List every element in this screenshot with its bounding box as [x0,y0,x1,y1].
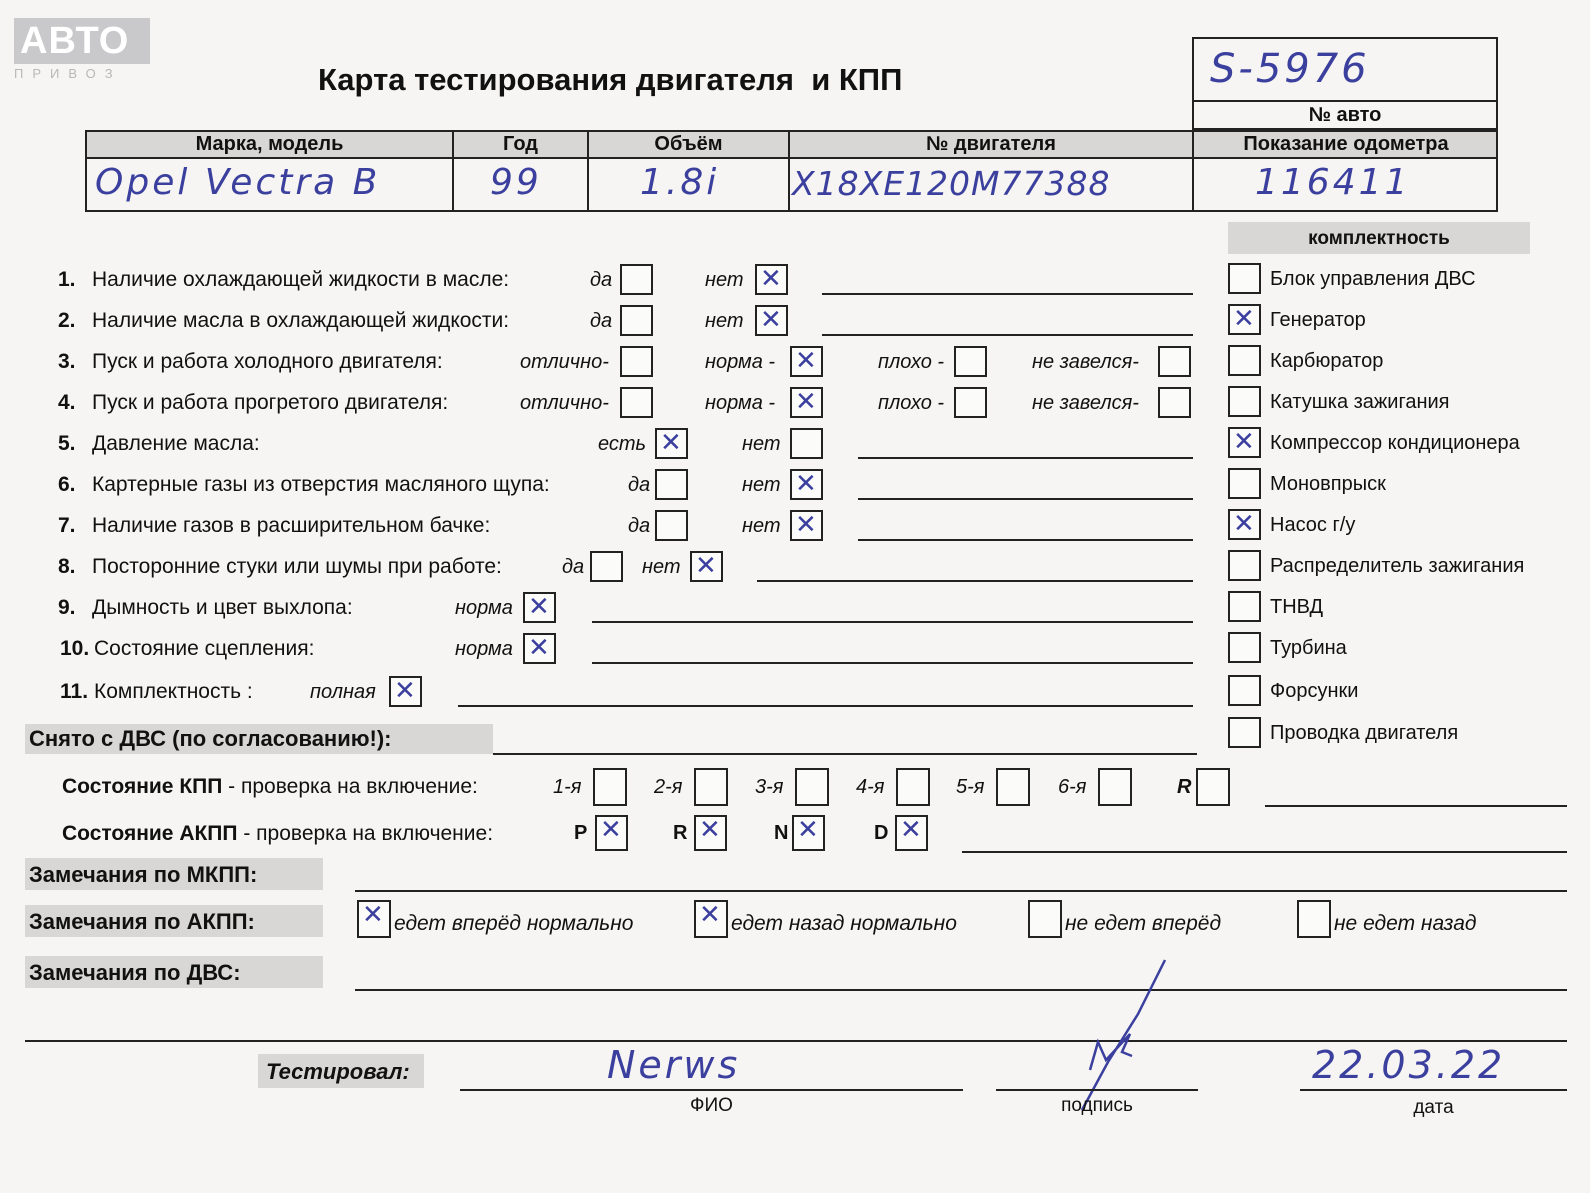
gear-checkbox[interactable] [795,768,829,806]
fio-value: Nerws [607,1043,741,1087]
option-label: да [590,269,613,291]
kit-checkbox[interactable] [1228,386,1261,417]
logo-sub: ПРИВОЗ [14,66,122,81]
option-label: не завелся- [1032,351,1139,373]
odometer-value: 116411 [1255,162,1411,203]
volume-value: 1.8i [640,162,720,203]
remarks-akpp-label: Замечания по АКПП: [29,909,255,934]
sign-label: подпись [1061,1095,1133,1116]
kit-item-label: Проводка двигателя [1270,722,1459,744]
question-number: 2. [58,309,76,332]
option-label: нет [742,474,781,496]
kit-item-label: Компрессор кондиционера [1270,432,1520,454]
question-text: Комплектность : [94,680,253,703]
option-checkbox[interactable] [690,551,723,582]
kit-item-label: Карбюратор [1270,350,1384,372]
gear-label: 4-я [856,776,885,798]
kit-item-label: Моновпрыск [1270,473,1386,495]
option-label: нет [705,269,744,291]
page-title: Карта тестирования двигателя и КПП [318,62,903,97]
remarks-mkpp-label: Замечания по МКПП: [29,862,258,887]
date-label: дата [1413,1097,1454,1118]
akpp-line [962,851,1567,853]
option-label: нет [742,433,781,455]
kit-checkbox[interactable] [1228,509,1261,540]
option-label: да [628,474,651,496]
option-label: плохо - [878,392,945,414]
auto-number-label: № авто [1308,104,1382,126]
remark-checkbox[interactable] [694,900,728,938]
option-label: норма - [705,351,776,373]
option-label: полная [310,681,376,703]
mode-label: P [574,822,588,844]
answer-line [757,580,1193,582]
answer-line [592,662,1193,664]
option-checkbox[interactable] [590,551,623,582]
remark-option-label: едет вперёд нормально [394,912,634,935]
remark-checkbox[interactable] [1297,900,1331,938]
kit-checkbox[interactable] [1228,591,1261,622]
option-checkbox[interactable] [655,510,688,541]
brand-label: Марка, модель [195,133,344,155]
gear-checkbox[interactable] [593,768,627,806]
question-number: 3. [58,350,76,373]
kit-checkbox[interactable] [1228,427,1261,458]
akpp-label: Состояние АКПП - проверка на включение: [62,822,494,845]
mode-checkbox[interactable] [595,815,628,851]
kit-checkbox[interactable] [1228,345,1261,376]
gear-label: R [1177,776,1192,798]
option-label: плохо - [878,351,945,373]
option-checkbox[interactable] [655,428,688,459]
question-number: 5. [58,432,76,455]
option-checkbox[interactable] [620,305,653,336]
option-checkbox[interactable] [790,469,823,500]
answer-line [458,705,1193,707]
option-label: да [562,556,585,578]
option-checkbox[interactable] [755,305,788,336]
remarks-mkpp-line [355,890,1567,892]
remarks-dvs-label: Замечания по ДВС: [29,960,241,985]
question-number: 9. [58,596,76,619]
kit-item-label: ТНВД [1270,596,1324,618]
option-checkbox[interactable] [790,510,823,541]
kit-title: комплектность [1308,228,1450,249]
answer-line [858,539,1193,541]
kit-checkbox[interactable] [1228,468,1261,499]
year-value: 99 [490,162,542,203]
gear-label: 3-я [755,776,784,798]
gear-label: 1-я [553,776,582,798]
kit-item-label: Турбина [1270,637,1347,659]
question-number: 6. [58,473,76,496]
option-checkbox[interactable] [1158,346,1191,377]
kit-item-label: Распределитель зажигания [1270,555,1525,577]
option-checkbox[interactable] [1158,387,1191,418]
option-checkbox[interactable] [620,346,653,377]
kit-item-label: Генератор [1270,309,1366,331]
mode-checkbox[interactable] [895,815,928,851]
brand-value: Opel Vectra B [95,162,381,203]
mode-checkbox[interactable] [792,815,825,851]
remark-option-label: едет назад нормально [731,912,957,935]
tested-label: Тестировал: [266,1059,410,1084]
option-label: да [590,310,613,332]
question-text: Посторонние стуки или шумы при работе: [92,555,502,578]
question-number: 10. [60,637,90,660]
option-label: нет [642,556,681,578]
remark-option-label: не едет назад [1334,912,1477,935]
option-checkbox[interactable] [954,387,987,418]
gear-label: 5-я [956,776,985,798]
option-checkbox[interactable] [620,387,653,418]
mode-label: N [774,822,789,844]
auto-number-divider [1192,100,1498,102]
kit-checkbox[interactable] [1228,632,1261,663]
question-number: 8. [58,555,76,578]
volume-label: Объём [654,133,723,155]
answer-line [822,293,1193,295]
kit-checkbox[interactable] [1228,263,1261,294]
option-checkbox[interactable] [790,428,823,459]
option-label: не завелся- [1032,392,1139,414]
fio-line [460,1089,963,1091]
kit-checkbox[interactable] [1228,717,1261,748]
remark-checkbox[interactable] [357,900,391,938]
option-checkbox[interactable] [755,264,788,295]
question-text: Наличие охлаждающей жидкости в масле: [92,268,510,291]
kit-item-label: Катушка зажигания [1270,391,1450,413]
gear-checkbox[interactable] [996,768,1030,806]
logo-main: АВТО [14,18,150,64]
question-text: Наличие масла в охлаждающей жидкости: [92,309,510,332]
remark-checkbox[interactable] [1028,900,1062,938]
question-text: Состояние сцепления: [94,637,315,660]
year-label: Год [503,133,538,155]
logo [14,18,150,81]
option-checkbox[interactable] [655,469,688,500]
gear-checkbox[interactable] [1098,768,1132,806]
kit-item-label: Насос г/у [1270,514,1356,536]
option-label: норма [455,597,513,619]
gear-checkbox[interactable] [896,768,930,806]
option-label: есть [598,433,647,455]
answer-line [858,457,1193,459]
engine-value: X18XE120M77388 [792,164,1111,203]
question-text: Пуск и работа холодного двигателя: [92,350,443,373]
option-checkbox[interactable] [790,346,823,377]
question-number: 4. [58,391,76,414]
question-number: 11. [60,680,89,703]
option-checkbox[interactable] [389,676,422,707]
question-text: Дымность и цвет выхлопа: [92,596,353,619]
option-label: отлично- [520,351,609,373]
answer-line [822,334,1193,336]
header-divider [85,157,1498,159]
answer-line [592,621,1193,623]
remarks-extra-line [25,1040,1567,1042]
option-label: нет [705,310,744,332]
question-text: Пуск и работа прогретого двигателя: [92,391,449,414]
kit-checkbox[interactable] [1228,550,1261,581]
question-number: 7. [58,514,76,537]
kit-checkbox[interactable] [1228,304,1261,335]
kit-item-label: Блок управления ДВС [1270,268,1476,290]
engine-label: № двигателя [926,133,1056,155]
question-number: 1. [58,268,76,291]
kpp-line [1265,805,1567,807]
answer-line [858,498,1193,500]
option-checkbox[interactable] [523,633,556,664]
mode-checkbox[interactable] [694,815,727,851]
sign-line [996,1089,1198,1091]
option-label: отлично- [520,392,609,414]
option-checkbox[interactable] [523,592,556,623]
option-label: норма [455,638,513,660]
removed-line [493,753,1197,755]
option-checkbox[interactable] [790,387,823,418]
question-text: Картерные газы из отверстия масляного щупа: [92,473,550,496]
remark-option-label: не едет вперёд [1065,912,1222,935]
date-value: 22.03.22 [1312,1043,1506,1087]
auto-number-value: S-5976 [1210,46,1370,92]
mode-label: D [874,822,889,844]
gear-label: 2-я [654,776,683,798]
kit-item-label: Форсунки [1270,680,1359,702]
option-label: да [628,515,651,537]
mode-label: R [673,822,688,844]
odometer-label: Показание одометра [1243,133,1449,155]
option-label: нет [742,515,781,537]
option-label: норма - [705,392,776,414]
fio-label: ФИО [690,1095,733,1116]
gear-label: 6-я [1058,776,1087,798]
option-checkbox[interactable] [954,346,987,377]
kit-checkbox[interactable] [1228,675,1261,706]
gear-checkbox[interactable] [1196,768,1230,806]
kpp-label: Состояние КПП - проверка на включение: [62,775,478,798]
question-text: Наличие газов в расширительном бачке: [92,514,491,537]
removed-label: Снято с ДВС (по согласованию!): [29,726,392,751]
option-checkbox[interactable] [620,264,653,295]
gear-checkbox[interactable] [694,768,728,806]
date-line [1300,1089,1567,1091]
question-text: Давление масла: [92,432,260,455]
remarks-dvs-line [355,989,1567,991]
